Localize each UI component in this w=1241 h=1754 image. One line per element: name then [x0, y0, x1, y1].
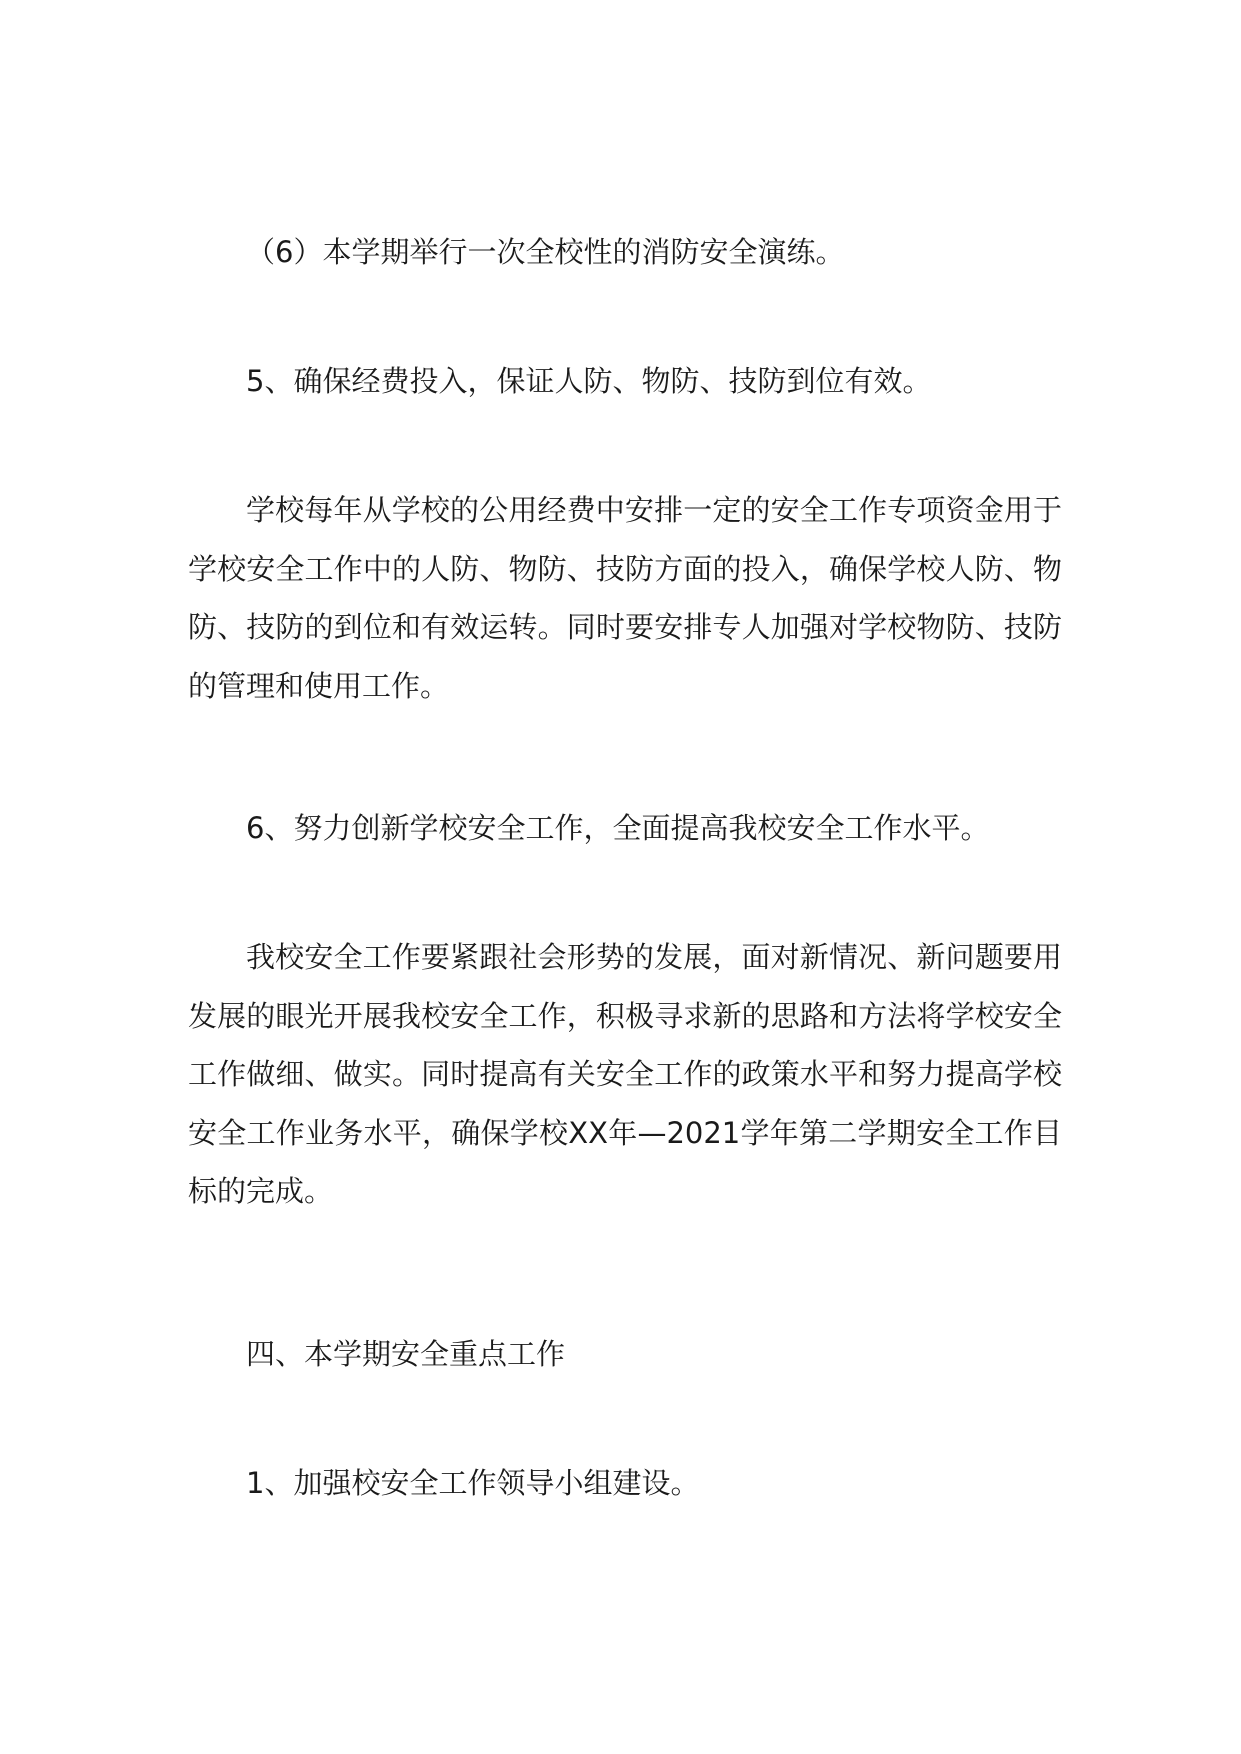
heading-leadership-group: 1、加强校安全工作领导小组建设。 [246, 1466, 700, 1500]
paragraph-fire-drill: （6）本学期举行一次全校性的消防安全演练。 [246, 235, 845, 269]
heading-funding: 5、确保经费投入，保证人防、物防、技防到位有效。 [246, 364, 932, 398]
heading-innovation: 6、努力创新学校安全工作，全面提高我校安全工作水平。 [246, 811, 990, 845]
paragraph-funding-body: 学校每年从学校的公用经费中安排一定的安全工作专项资金用于学校安全工作中的人防、物防、技防方面的投入，确保学校人防、物防、技防的到位和有效运转。同时要安排专人加强对学校物防、技防的管理和使用工作。 [188, 493, 1062, 703]
section-heading-key-work: 四、本学期安全重点工作 [246, 1337, 566, 1371]
paragraph-innovation-body: 我校安全工作要紧跟社会形势的发展，面对新情况、新问题要用发展的眼光开展我校安全工作，积极寻求新的思路和方法将学校安全工作做细、做实。同时提高有关安全工作的政策水平和努力提高学校安全工作业务水平，确保学校XX年—2021学年第二学期安全工作目标的完成。 [188, 940, 1062, 1208]
